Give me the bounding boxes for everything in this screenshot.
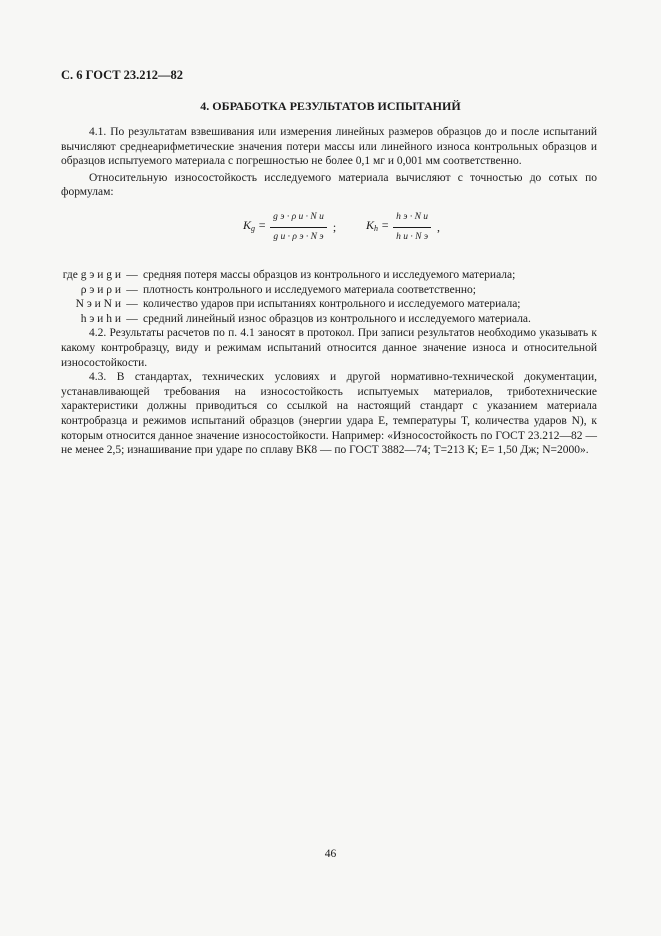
- section-title: 4. ОБРАБОТКА РЕЗУЛЬТАТОВ ИСПЫТАНИЙ: [200, 99, 461, 113]
- definition-text: средняя потеря массы образцов из контрольного и исследуемого материала;: [143, 268, 516, 281]
- definition-dash: —: [126, 283, 138, 296]
- definition-text: количество ударов при испытаниях контрольного и исследуемого материала;: [143, 298, 521, 311]
- definition-text: плотность контрольного и исследуемого материала соответственно;: [143, 283, 476, 296]
- page-header: С. 6 ГОСТ 23.212—82: [61, 68, 184, 82]
- definition-symbol: где g э и g и: [62, 268, 121, 281]
- paragraph-relative-wear: Относительную износостойкость исследуемого материала вычисляют с точностью до сотых по формулам:: [61, 171, 597, 199]
- definition-symbol: h э и h и: [80, 312, 121, 325]
- formula-kh-lhs-sub: h: [374, 223, 379, 233]
- definition-dash: —: [126, 268, 138, 281]
- definition-dash: —: [126, 298, 138, 311]
- definitions-list: [61, 268, 597, 326]
- page-number: 46: [324, 848, 337, 860]
- definition-text: средний линейный износ образцов из контрольного и исследуемого материала.: [143, 312, 531, 325]
- formula-kg-numerator: g э · ρ и · N и: [270, 210, 327, 228]
- formulas-block: [61, 210, 597, 260]
- formula-kh-punct: ,: [437, 219, 441, 234]
- formula-kg-fraction: [270, 210, 327, 244]
- formula-kh-lhs: K: [366, 217, 375, 232]
- paragraph-4-2: 4.2. Результаты расчетов по п. 4.1 заносят в протокол. При записи результатов необходимо указывать к какому контробразцу, виду и режимам испытаний относится данное значение износа и относительной износостойкости.: [61, 327, 597, 369]
- formula-kg-denominator: g и · ρ э · N э: [273, 231, 324, 242]
- definition-item: [61, 297, 597, 312]
- definition-item: [61, 268, 597, 283]
- definition-item: [61, 312, 597, 327]
- paragraph-4-1: 4.1. По результатам взвешивания или измерения линейных размеров образцов до и после испытаний вычисляют среднеарифметические значения потери массы или линейного износа контрольных образцов и образцов испытуемого материала с погрешностью не более 0,1 мг и 0,001 мм соответственно.: [61, 126, 597, 168]
- formula-kg-lhs: K: [243, 217, 252, 232]
- formula-kh-denominator: h и · N э: [396, 231, 429, 242]
- document-body: [61, 125, 597, 458]
- formula-kh-numerator: h э · N и: [393, 210, 431, 228]
- definition-symbol: N э и N и: [75, 298, 121, 311]
- formula-kh-fraction: [393, 210, 431, 244]
- formula-kg-punct: ;: [332, 219, 337, 234]
- paragraph-4-3: 4.3. В стандартах, технических условиях и другой нормативно-технической документации, устанавливающей требования на износостойкость испытуемых материалов, триботехнические характеристики должны приводиться со ссылкой на настоящий стандарт с указанием материала контробразца и режимов испытаний образцов (энергии удара E, температуры T, количества ударов N), к которым относится данное значение износостойкости. Например: «Износостойкость по ГОСТ 23.212—82 — не менее 2,5; изнашивание при ударе по сплаву ВК8 — по ГОСТ 3882—74; T=213 К; E= 1,50 Дж; N=2000».: [61, 371, 597, 457]
- definition-dash: —: [126, 312, 138, 325]
- definition-item: [61, 283, 597, 298]
- formula-kh: $K_h$ = $\frac{\text{h э · N и}}{\text{h и · N э}}$ ,: [366, 210, 440, 244]
- formula-kg-lhs-sub: g: [251, 223, 256, 233]
- definition-symbol: ρ э и ρ и: [80, 283, 121, 296]
- formula-kg: $K_g$ = $\frac{\text{g э · ρ и · N и}}{\text{g и · ρ э · N э}}$ ;: [243, 210, 336, 244]
